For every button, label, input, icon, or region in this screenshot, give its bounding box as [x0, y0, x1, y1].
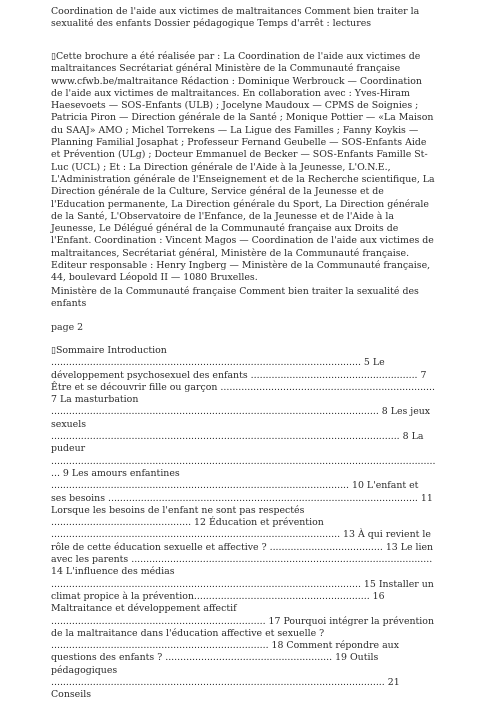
credits-text: Cette brochure a été réalisée par : La Coordination de l'aide aux victimes de maltraitances Secrétariat général Ministère de la Communauté française www.cfwb.be/maltraitance Rédaction : Dominique Werbrouck — Coordination de l'aide aux victimes de maltraitances. En collaboration avec : Yves-Hiram Haesevoets — SOS-Enfants (ULB) ; Jocelyne Maudoux — CPMS de Soignies ; Patricia Piron — Direction générale de la Santé ; Monique Pottier — «La Maison du SAAJ» AMO ; Michel Torrekens — La Ligue des Familles ; Fanny Koykis — Planning Familial Josaphat ; Professeur Fernand Geubelle — SOS-Enfants Aide et Prévention (ULg) ; Docteur Emmanuel de Becker — SOS-Enfants Famille St-Luc (UCL) ; Et : La Direction générale de l'Aide à la Jeunesse, L'O.N.E., L'Administration générale de l'Enseignement et de la Recherche scientifique, La Direction générale de la Culture, Service général de la Jeunesse et de l'Education permanente, La Direction générale du Sport, La Direction générale de la Santé, L'Observatoire de l'Enfance, de la Jeunesse et de l'Aide à la Jeunesse, Le Délégué général de la Communauté française aux Droits de l'Enfant. Coordination : Vincent Magos — Coordination de l'aide aux victimes de maltraitances, Secrétariat général, Ministère de la Communauté française. Editeur responsable : Henry Ingberg — Ministère de la Communauté française, 44, boulevard Léopold II — 1080 Bruxelles. — [51, 51, 435, 284]
page-number: page 2 — [51, 322, 84, 333]
credits-paragraph — [51, 51, 436, 285]
title-block: Coordination de l'aide aux victimes de maltraitances Comment bien traiter la sexualité des enfants Dossier pédagogique Temps d'arrêt : lectures — [51, 6, 420, 30]
toc-text: Sommaire Introduction ........................................................................................................ 5 Le développement psychosexuel des enfants ........................................................ 7 Être et se découvrir fille ou garçon ........................................................................ 7 La masturbation .............................................................................................................. 8 Les jeux sexuels ..................................................................................................................... 8 La pudeur .................................................................................................................................... 9 Les amours enfantines .................................................................................................... 10 L'enfant et ses besoins ........................................................................................................ 11 Lorsque les besoins de l'enfant ne sont pas respectés ............................................... 12 Éducation et prévention ................................................................................................. 13 À qui revient le rôle de cette éducation sexuelle et affective ? ...................................... 13 Le lien avec les parents ..................................................................................................... 14 L'influence des médias ........................................................................................................ 15 Installer un climat propice à la prévention........................................................... 16 Maltraitance et développement affectif ........................................................................ 17 Pourquoi intégrer la prévention de la maltraitance dans l'éducation affective et sexuelle ? ......................................................................... 18 Comment répondre aux questions des enfants ? ........................................................ 19 Outils pédagogiques ................................................................................................................ 21 Conseils — [51, 345, 436, 701]
table-of-contents — [51, 345, 436, 702]
box-glyph-icon: ▯ — [51, 346, 56, 356]
box-glyph-icon: ▯ — [51, 52, 56, 62]
running-header: Ministère de la Communauté française Comment bien traiter la sexualité des enfants — [51, 286, 419, 310]
